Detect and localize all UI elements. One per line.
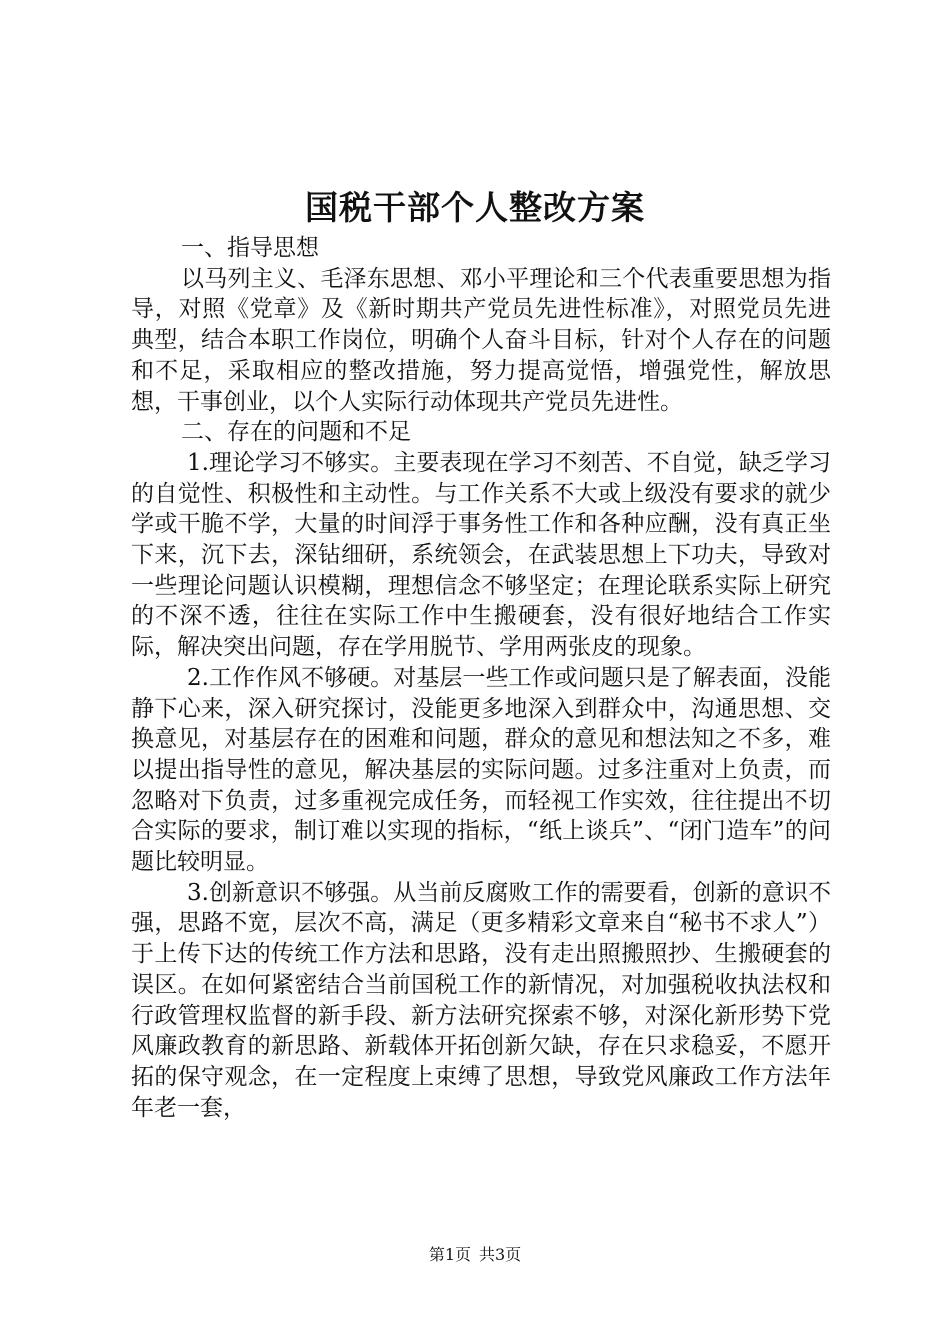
document-title: 国税干部个人整改方案	[305, 188, 645, 227]
paragraph-problem-1: 1.理论学习不够实。主要表现在学习不刻苦、不自觉，缺乏学习的自觉性、积极性和主动性。与工作关系不大或上级没有要求的就少学或干脆不学，大量的时间浮于事务性工作和各种应酬，没有真正坐下来，沉下去，深钻细研，系统领会，在武装思想上下功夫，导致对一些理论问题认识模糊，理想信念不够坚定；在理论联系实际上研究的不深不透，往往在实际工作中生搬硬套，没有很好地结合工作实际，解决突出问题，存在学用脱节、学用两张皮的现象。	[131, 449, 831, 661]
page-total: 共3页	[479, 1245, 522, 1264]
paragraph-problem-2: 2.工作作风不够硬。对基层一些工作或问题只是了解表面，没能静下心来，深入研究探讨，没能更多地深入到群众中，沟通思想、交换意见，对基层存在的困难和问题，群众的意见和想法知之不多，难以提出指导性的意见，解决基层的实际问题。过多注重对上负责，而忽略对下负责，过多重视完成任务，而轻视工作实效，往往提出不切合实际的要求，制订难以实现的指标，“纸上谈兵”、“闭门造车”的问题比较明显。	[131, 664, 831, 876]
paragraph-problem-3: 3.创新意识不够强。从当前反腐败工作的需要看，创新的意识不强，思路不宽，层次不高，满足（更多精彩文章来自“秘书不求人”）于上传下达的传统工作方法和思路，没有走出照搬照抄、生搬硬套的误区。在如何紧密结合当前国税工作的新情况，对加强税收执法权和行政管理权监督的新手段、新方法研究探索不够，对深化新形势下党风廉政教育的新思路、新载体开拓创新欠缺，存在只求稳妥，不愿开拓的保守观念，在一定程度上束缚了思想，导致党风廉政工作方法年年老一套，	[131, 879, 831, 1121]
page-number: 第1页	[428, 1245, 471, 1264]
paragraph-guiding-thought: 以马列主义、毛泽东思想、邓小平理论和三个代表重要思想为指导，对照《党章》及《新时期共产党员先进性标准》，对照党员先进典型，结合本职工作岗位，明确个人奋斗目标，针对个人存在的问题和不足，采取相应的整改措施，努力提高觉悟，增强党性，解放思想，干事创业，以个人实际行动体现共产党员先进性。	[131, 265, 831, 415]
section-heading-problems: 二、存在的问题和不足	[181, 419, 411, 446]
section-heading-guiding-thought: 一、指导思想	[181, 235, 319, 261]
page-footer	[0, 1244, 950, 1266]
document-body	[131, 233, 831, 1123]
